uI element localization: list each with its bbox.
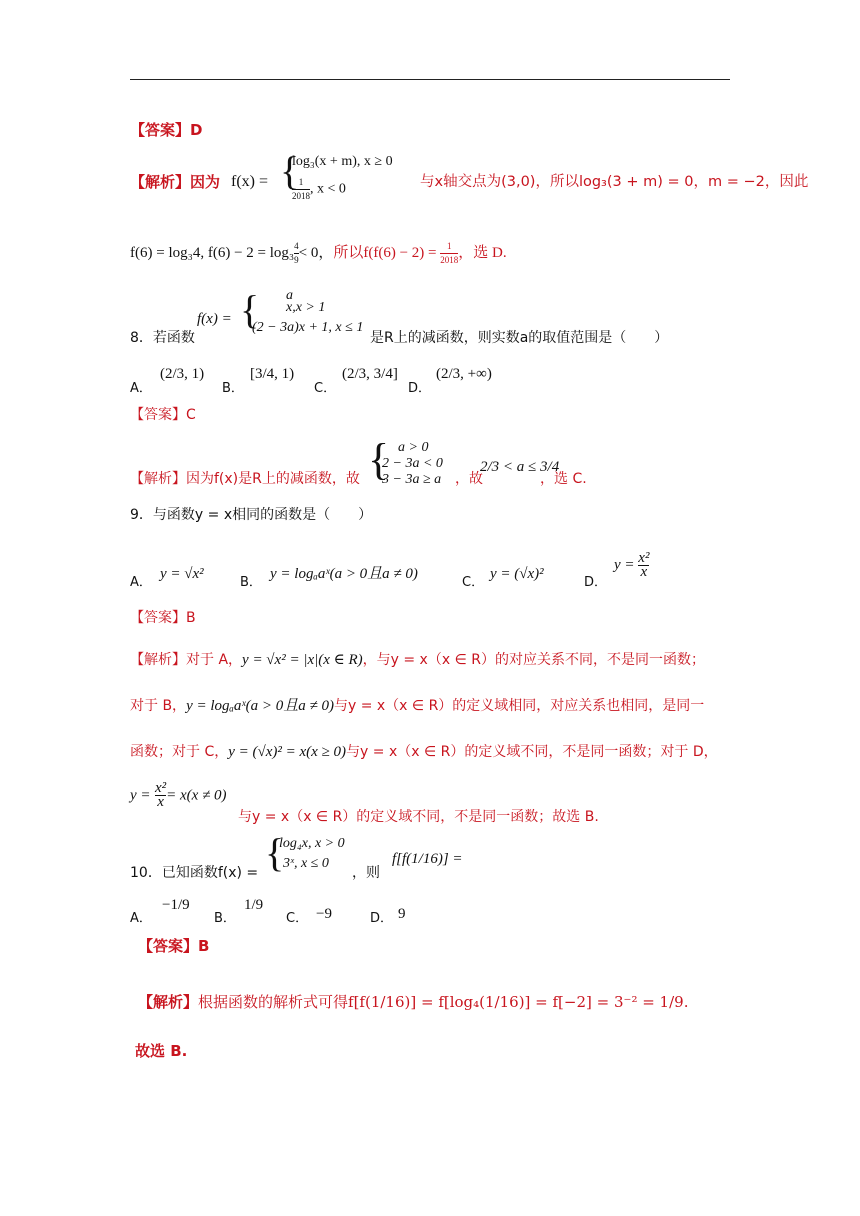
q7-case2: $\frac{1}{2018}$ , x < 0 xyxy=(292,177,346,201)
q10-option-c[interactable]: C． xyxy=(286,911,309,926)
q8-case1: a xyxy=(286,288,293,303)
q8-option-d[interactable]: D． xyxy=(408,381,432,396)
q10-option-d-value: 9 xyxy=(398,906,406,922)
q10-prefix: 10．已知函数f(x) = xyxy=(130,865,259,881)
q10-option-b-value: 1/9 xyxy=(244,897,264,913)
q9-line4: y = $\frac{\text{x²}}{x}$ = x(x ≠ 0) xyxy=(130,780,227,810)
q9-option-b-value: y = logₐaˣ(a > 0且a ≠ 0) xyxy=(270,566,418,582)
q7-line2: f(6) = log₃4, f(6) − 2 = log₃ $\frac{4}{9}$ < 0，所以f(f(6) − 2) = $\frac{1}{2018}$ ，选 D. xyxy=(130,241,507,265)
q8-sys-brace: { xyxy=(368,435,390,484)
q8-option-b-value: [3/4, 1) xyxy=(250,366,295,382)
q8-sys: a > 0 2 − 3a < 0 3 − 3a ≥ a xyxy=(382,440,443,487)
q8-brace: { xyxy=(240,287,260,332)
q8-result: 2/3 < a ≤ 3/4 xyxy=(480,459,560,475)
q10-option-a-value: −1/9 xyxy=(162,897,190,913)
analysis-intro: 因为 xyxy=(190,173,221,191)
q9-option-b[interactable]: B． xyxy=(240,575,262,590)
q8-option-a-value: (2/3, 1) xyxy=(160,366,205,382)
q9-option-a-value: y = √x² xyxy=(160,566,204,582)
q10-ask: f[f(1/16)] = xyxy=(392,851,463,867)
q8-option-c[interactable]: C． xyxy=(314,381,337,396)
q9-option-d[interactable]: D． xyxy=(584,575,608,590)
q7-case1: log₃(x + m), x ≥ 0 xyxy=(292,154,393,169)
q10-option-b[interactable]: B． xyxy=(214,911,236,926)
q8-option-c-value: (2/3, 3/4] xyxy=(342,366,398,382)
analysis-label: 【解析】 xyxy=(130,173,191,191)
q9-option-d-value: y = $\frac{\text{x²}}{x}$ xyxy=(614,550,650,580)
answer-value: D xyxy=(190,121,203,139)
q9-stem: 9．与函数y = x相同的函数是（ ） xyxy=(130,507,373,523)
q8-option-d-value: (2/3, +∞) xyxy=(436,366,492,382)
q9-option-a[interactable]: A． xyxy=(130,575,152,590)
q10-then: ，则 xyxy=(352,865,380,881)
q7-case2-frac: $\frac{1}{2018}$ xyxy=(292,177,310,201)
q8-case2: (2 − 3a)x + 1, x ≤ 1 xyxy=(252,320,364,335)
q8-case1-rest: x,x > 1 xyxy=(286,300,326,315)
q8-suffix: 是R上的减函数，则实数a的取值范围是（ ） xyxy=(370,330,669,346)
q8-option-a[interactable]: A． xyxy=(130,381,152,396)
q8-prefix: 8．若函数 xyxy=(130,330,195,346)
q10-option-d[interactable]: D． xyxy=(370,911,394,926)
q7-answer xyxy=(130,121,202,139)
q10-option-c-value: −9 xyxy=(316,906,332,922)
answer-label: 【答案】 xyxy=(130,121,191,139)
q7-analysis-label xyxy=(130,173,220,191)
q8-option-b[interactable]: B． xyxy=(222,381,244,396)
q9-option-c-value: y = (√x)² xyxy=(490,566,544,582)
q7-brace: { xyxy=(280,148,300,193)
q8-answer: 【答案】C xyxy=(130,407,196,423)
q9-option-c[interactable]: C． xyxy=(462,575,485,590)
q9-answer: 【答案】B xyxy=(130,610,196,626)
q8-end: ，选 C. xyxy=(540,471,587,487)
q7-fx: f(x) = xyxy=(231,173,269,190)
q8-mid: ，故 xyxy=(455,471,483,487)
q10-option-a[interactable]: A． xyxy=(130,911,152,926)
q10-brace: { xyxy=(265,830,285,875)
q9-line4-text: 与y = x（x ∈ R）的定义域不同，不是同一函数；故选 B. xyxy=(238,809,599,825)
q9-line3: 函数；对于 C，y = (√x)² = x(x ≥ 0)与y = x（x ∈ R）的定义域不同，不是同一函数；对于 D， xyxy=(130,744,718,760)
q9-line2: 对于 B，y = logₐaˣ(a > 0且a ≠ 0)与y = x（x ∈ R）的定义域相同，对应关系也相同，是同一 xyxy=(130,698,705,714)
header-rule xyxy=(130,79,730,80)
q9-line1: 【解析】对于 A，y = √x² = |x|(x ∈ R)，与y = x（x ∈ R）的对应关系不同，不是同一函数； xyxy=(130,652,705,668)
q10-conclusion: 故选 B. xyxy=(135,1042,188,1060)
q7-text1: 与x轴交点为(3,0)，所以log₃(3 + m) = 0，m = −2，因此 xyxy=(420,174,809,190)
q10-answer: 【答案】B xyxy=(138,937,210,955)
q8-analysis: 【解析】因为f(x)是R上的减函数，故 xyxy=(130,471,360,487)
q10-cases: log₄x, x > 0 3ˣ, x ≤ 0 xyxy=(279,836,345,871)
q10-analysis: 【解析】根据函数的解析式可得f[f(1/16)] = f[log₄(1/16)] = f[−2] = 3⁻² = 1/9. xyxy=(138,993,689,1011)
q8-fx: f(x) = xyxy=(197,311,232,327)
